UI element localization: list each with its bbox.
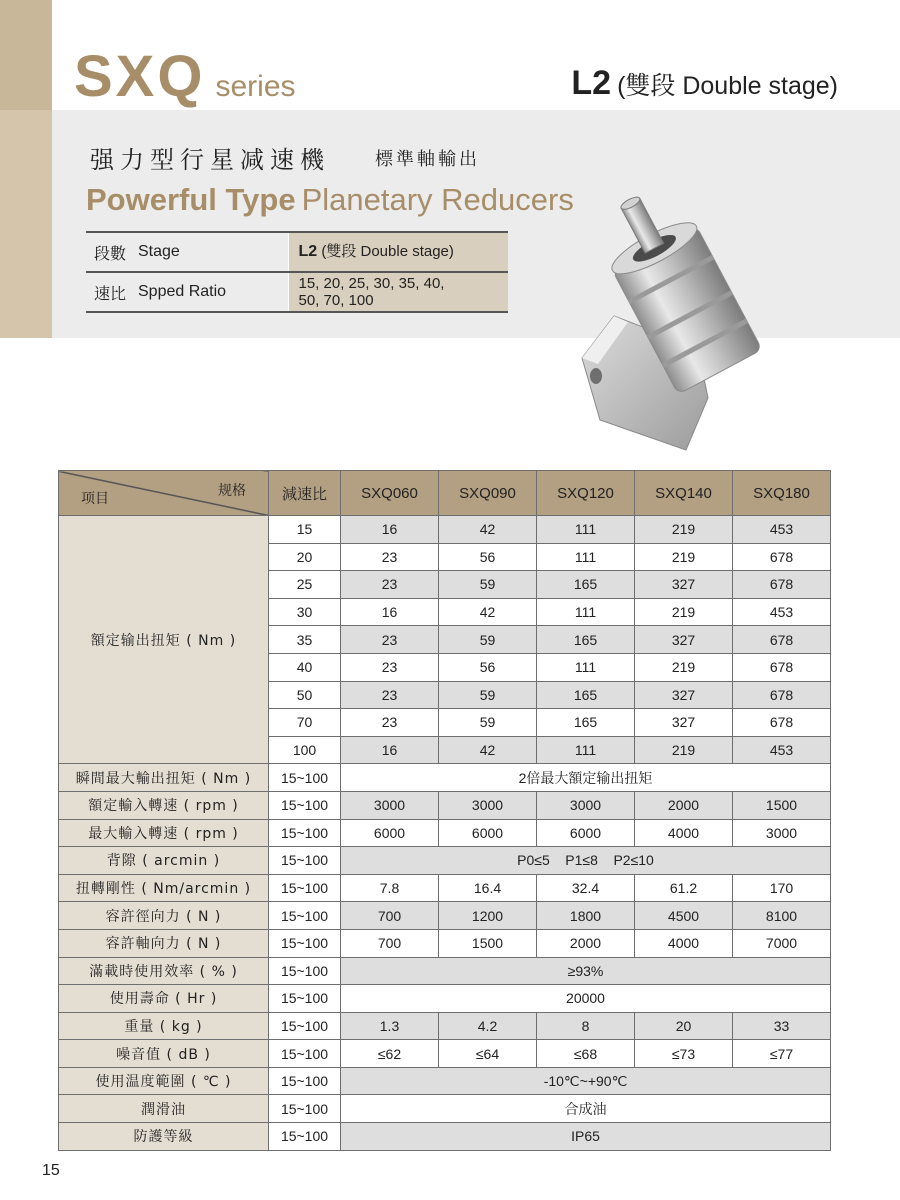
product-image xyxy=(578,188,788,456)
value-cell: 16 xyxy=(341,516,439,544)
value-cell: 111 xyxy=(537,516,635,544)
spec-table xyxy=(86,231,508,313)
ratio-label-en: Spped Ratio xyxy=(138,283,227,300)
row-label: 扭轉剛性 ( Nm/arcmin ) xyxy=(59,874,269,902)
row-label: 使用壽命 ( Hr ) xyxy=(59,985,269,1013)
value-cell: 327 xyxy=(635,709,733,737)
table-row xyxy=(59,1012,831,1040)
value-cell: 23 xyxy=(341,571,439,599)
ratio-cell: 15~100 xyxy=(269,1012,341,1040)
model-header: SXQ060 xyxy=(341,471,439,516)
ratio-cell: 15~100 xyxy=(269,957,341,985)
ratio-cell: 100 xyxy=(269,736,341,764)
span-value-cell: 合成油 xyxy=(341,1095,831,1123)
table-row xyxy=(59,1123,831,1151)
ratio-cell: 15~100 xyxy=(269,874,341,902)
series-code: SXQ xyxy=(74,44,206,109)
ratio-cell: 15~100 xyxy=(269,1095,341,1123)
en-title-rest: Planetary Reducers xyxy=(301,182,574,217)
span-value-cell: -10℃~+90℃ xyxy=(341,1067,831,1095)
model-header: SXQ180 xyxy=(733,471,831,516)
span-value-cell: ≥93% xyxy=(341,957,831,985)
ratio-value-line1: 15, 20, 25, 30, 35, 40, xyxy=(298,274,445,292)
ratio-cell: 15~100 xyxy=(269,1040,341,1068)
value-cell: 2000 xyxy=(635,791,733,819)
value-cell: 56 xyxy=(439,543,537,571)
value-cell: ≤64 xyxy=(439,1040,537,1068)
value-cell: 6000 xyxy=(537,819,635,847)
row-label: 使用温度範圍 ( ℃ ) xyxy=(59,1067,269,1095)
value-cell: 59 xyxy=(439,709,537,737)
ratio-cell: 40 xyxy=(269,653,341,681)
value-cell: 23 xyxy=(341,626,439,654)
corner-top-label: 规格 xyxy=(218,482,246,498)
value-cell: 453 xyxy=(733,598,831,626)
value-cell: 1500 xyxy=(439,929,537,957)
value-cell: 3000 xyxy=(537,791,635,819)
value-cell: 678 xyxy=(733,571,831,599)
value-cell: 16.4 xyxy=(439,874,537,902)
spec-row-stage xyxy=(86,232,508,272)
ratio-cell: 15 xyxy=(269,516,341,544)
value-cell: 327 xyxy=(635,681,733,709)
value-cell: 20 xyxy=(635,1012,733,1040)
value-cell: 111 xyxy=(537,543,635,571)
series-word: series xyxy=(215,70,296,103)
value-cell: 4000 xyxy=(635,819,733,847)
value-cell: 1800 xyxy=(537,902,635,930)
value-cell: 1200 xyxy=(439,902,537,930)
row-label: 額定输出扭矩 ( Nm ) xyxy=(59,516,269,764)
value-cell: 700 xyxy=(341,902,439,930)
value-cell: 170 xyxy=(733,874,831,902)
value-cell: 23 xyxy=(341,681,439,709)
stage-label-en: Stage xyxy=(138,243,180,260)
row-label: 額定輸入轉速 ( rpm ) xyxy=(59,791,269,819)
ratio-cell: 15~100 xyxy=(269,929,341,957)
value-cell: 3000 xyxy=(439,791,537,819)
value-cell: ≤77 xyxy=(733,1040,831,1068)
table-row xyxy=(59,1067,831,1095)
row-label: 容許徑向力 ( N ) xyxy=(59,902,269,930)
table-row xyxy=(59,791,831,819)
value-cell: 8100 xyxy=(733,902,831,930)
ratio-value xyxy=(288,272,508,312)
value-cell: 219 xyxy=(635,653,733,681)
value-cell: 453 xyxy=(733,516,831,544)
ratio-label-cn: 速比 xyxy=(94,283,127,303)
value-cell: 59 xyxy=(439,681,537,709)
row-label: 噪音值 ( dB ) xyxy=(59,1040,269,1068)
row-label: 瞬間最大輸出扭矩 ( Nm ) xyxy=(59,764,269,792)
value-cell: 165 xyxy=(537,626,635,654)
value-cell: 42 xyxy=(439,598,537,626)
value-cell: 1500 xyxy=(733,791,831,819)
value-cell: 111 xyxy=(537,736,635,764)
value-cell: 42 xyxy=(439,736,537,764)
row-label: 背隙 ( arcmin ) xyxy=(59,847,269,875)
value-cell: 16 xyxy=(341,598,439,626)
stage-value-desc: (雙段 Double stage) xyxy=(321,242,454,260)
cn-subtitle: 標準軸輸出 xyxy=(375,149,480,170)
value-cell: 7.8 xyxy=(341,874,439,902)
value-cell: 678 xyxy=(733,709,831,737)
cn-title: 强力型行星减速機 xyxy=(90,146,330,174)
model-header: SXQ140 xyxy=(635,471,733,516)
corner-header xyxy=(59,471,269,516)
value-cell: 678 xyxy=(733,626,831,654)
table-row xyxy=(59,847,831,875)
ratio-cell: 15~100 xyxy=(269,985,341,1013)
table-row xyxy=(59,985,831,1013)
table-row xyxy=(59,516,831,544)
table-row xyxy=(59,819,831,847)
value-cell: ≤62 xyxy=(341,1040,439,1068)
value-cell: 327 xyxy=(635,571,733,599)
ratio-cell: 50 xyxy=(269,681,341,709)
value-cell: 23 xyxy=(341,543,439,571)
model-header: SXQ120 xyxy=(537,471,635,516)
value-cell: 453 xyxy=(733,736,831,764)
value-cell: 165 xyxy=(537,681,635,709)
value-cell: 56 xyxy=(439,653,537,681)
ratio-value-line2: 50, 70, 100 xyxy=(298,292,374,309)
value-cell: 23 xyxy=(341,653,439,681)
ratio-cell: 35 xyxy=(269,626,341,654)
value-cell: ≤73 xyxy=(635,1040,733,1068)
row-label: 防護等級 xyxy=(59,1123,269,1151)
value-cell: 6000 xyxy=(341,819,439,847)
value-cell: 3000 xyxy=(733,819,831,847)
value-cell: 4500 xyxy=(635,902,733,930)
value-cell: 61.2 xyxy=(635,874,733,902)
en-title-bold: Powerful Type xyxy=(86,182,296,217)
span-value-cell: 2倍最大額定输出扭矩 xyxy=(341,764,831,792)
stage-value xyxy=(288,232,508,272)
value-cell: 8 xyxy=(537,1012,635,1040)
table-row xyxy=(59,1040,831,1068)
row-label: 潤滑油 xyxy=(59,1095,269,1123)
value-cell: 678 xyxy=(733,681,831,709)
table-row xyxy=(59,929,831,957)
value-cell: 111 xyxy=(537,653,635,681)
stage-code: L2 xyxy=(571,64,612,102)
ratio-cell: 20 xyxy=(269,543,341,571)
left-accent-band xyxy=(0,110,52,338)
value-cell: 165 xyxy=(537,571,635,599)
corner-bottom-label: 项目 xyxy=(81,490,109,506)
ratio-header: 減速比 xyxy=(269,471,341,516)
table-row xyxy=(59,1095,831,1123)
table-row xyxy=(59,764,831,792)
ratio-cell: 30 xyxy=(269,598,341,626)
stage-desc: (雙段 Double stage) xyxy=(617,72,838,100)
value-cell: 59 xyxy=(439,571,537,599)
value-cell: 219 xyxy=(635,598,733,626)
value-cell: 219 xyxy=(635,543,733,571)
value-cell: 16 xyxy=(341,736,439,764)
stage-title xyxy=(571,66,838,100)
value-cell: 23 xyxy=(341,709,439,737)
ratio-cell: 15~100 xyxy=(269,1067,341,1095)
ratio-cell: 25 xyxy=(269,571,341,599)
value-cell: 1.3 xyxy=(341,1012,439,1040)
value-cell: 165 xyxy=(537,709,635,737)
value-cell: 4.2 xyxy=(439,1012,537,1040)
value-cell: 678 xyxy=(733,543,831,571)
value-cell: 327 xyxy=(635,626,733,654)
ratio-cell: 15~100 xyxy=(269,764,341,792)
value-cell: 4000 xyxy=(635,929,733,957)
stage-value-code: L2 xyxy=(298,242,318,260)
span-value-cell: IP65 xyxy=(341,1123,831,1151)
row-label: 重量 ( kg ) xyxy=(59,1012,269,1040)
value-cell: ≤68 xyxy=(537,1040,635,1068)
en-title xyxy=(86,184,574,215)
value-cell: 42 xyxy=(439,516,537,544)
ratio-cell: 15~100 xyxy=(269,902,341,930)
ratio-cell: 15~100 xyxy=(269,847,341,875)
row-label: 最大輸入轉速 ( rpm ) xyxy=(59,819,269,847)
value-cell: 59 xyxy=(439,626,537,654)
table-header-row xyxy=(59,471,831,516)
model-header: SXQ090 xyxy=(439,471,537,516)
value-cell: 700 xyxy=(341,929,439,957)
stage-label-cn: 段數 xyxy=(94,243,127,263)
value-cell: 678 xyxy=(733,653,831,681)
value-cell: 219 xyxy=(635,516,733,544)
value-cell: 6000 xyxy=(439,819,537,847)
row-label: 滿載時使用效率 ( % ) xyxy=(59,957,269,985)
value-cell: 2000 xyxy=(537,929,635,957)
value-cell: 7000 xyxy=(733,929,831,957)
table-row xyxy=(59,902,831,930)
spec-row-ratio xyxy=(86,272,508,312)
span-value-cell: 20000 xyxy=(341,985,831,1013)
spec-matrix-table xyxy=(58,470,831,1151)
value-cell: 33 xyxy=(733,1012,831,1040)
table-row xyxy=(59,957,831,985)
page-number: 15 xyxy=(42,1162,60,1179)
ratio-cell: 15~100 xyxy=(269,791,341,819)
series-title xyxy=(74,44,296,109)
span-value-cell: P0≤5 P1≤8 P2≤10 xyxy=(341,847,831,875)
ratio-cell: 15~100 xyxy=(269,819,341,847)
value-cell: 219 xyxy=(635,736,733,764)
value-cell: 3000 xyxy=(341,791,439,819)
row-label: 容許軸向力 ( N ) xyxy=(59,929,269,957)
ratio-cell: 70 xyxy=(269,709,341,737)
ratio-cell: 15~100 xyxy=(269,1123,341,1151)
table-row xyxy=(59,874,831,902)
value-cell: 111 xyxy=(537,598,635,626)
value-cell: 32.4 xyxy=(537,874,635,902)
